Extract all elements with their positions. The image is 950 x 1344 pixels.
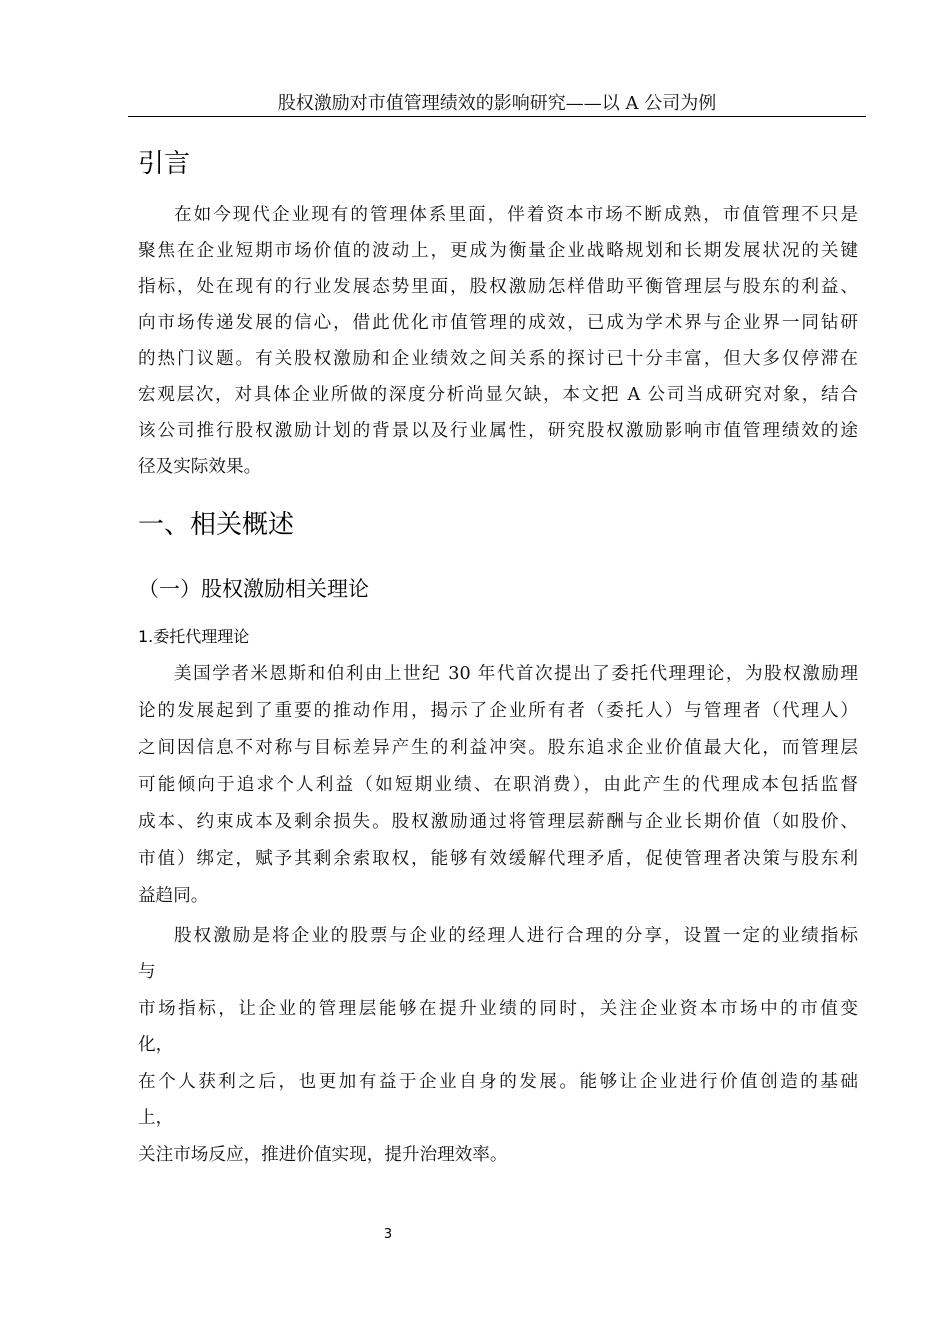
- page-number: 3: [383, 1227, 393, 1242]
- intro-line-8: 径及实际效果。: [138, 457, 262, 477]
- para1-line-1: 美国学者米恩斯和伯利由上世纪 30 年代首次提出了委托代理理论，为股权激励理: [174, 664, 858, 684]
- running-header: 股权激励对市值管理绩效的影响研究——以 A 公司为例: [277, 93, 717, 114]
- intro-heading: 引言: [138, 149, 191, 179]
- para1-line-3: 之间因信息不对称与目标差异产生的利益冲突。股东追求企业价值最大化，而管理层: [138, 738, 858, 758]
- intro-line-1: 在如今现代企业现有的管理体系里面，伴着资本市场不断成熟，市值管理不只是: [174, 205, 858, 225]
- intro-line-5: 的热门议题。有关股权激励和企业绩效之间关系的探讨已十分丰富，但大多仅停滞在: [138, 349, 858, 369]
- para2-line-5: 在个人获利之后，也更加有益于企业自身的发展。能够让企业进行价值创造的基础: [138, 1072, 858, 1092]
- para2-line-6: 上，: [138, 1108, 174, 1128]
- para1-line-2: 论的发展起到了重要的推动作用，揭示了企业所有者（委托人）与管理者（代理人）: [138, 701, 858, 721]
- intro-line-6: 宏观层次，对具体企业所做的深度分析尚显欠缺，本文把 A 公司当成研究对象，结合: [138, 385, 858, 405]
- para1-line-4: 可能倾向于追求个人利益（如短期业绩、在职消费），由此产生的代理成本包括监督: [138, 775, 858, 795]
- para2-line-1: 股权激励是将企业的股票与企业的经理人进行合理的分享，设置一定的业绩指标: [174, 926, 858, 946]
- intro-line-4: 向市场传递发展的信心，借此优化市值管理的成效，已成为学术界与企业界一同钻研: [138, 313, 858, 333]
- para2-line-2: 与: [138, 962, 156, 982]
- para2-line-3: 市场指标，让企业的管理层能够在提升业绩的同时，关注企业资本市场中的市值变: [138, 999, 858, 1019]
- para2-line-4: 化，: [138, 1035, 174, 1055]
- subsection-heading: （一）股权激励相关理论: [138, 577, 369, 601]
- para1-line-6: 市值）绑定，赋予其剩余索取权，能够有效缓解代理矛盾，促使管理者决策与股东利: [138, 849, 858, 869]
- para1-line-7: 益趋同。: [138, 886, 209, 906]
- intro-line-3: 指标，处在现有的行业发展态势里面，股权激励怎样借助平衡管理层与股东的利益、: [138, 277, 858, 297]
- para1-line-5: 成本、约束成本及剩余损失。股权激励通过将管理层薪酬与企业长期价值（如股价、: [138, 812, 858, 832]
- para2-line-7: 关注市场反应，推进价值实现，提升治理效率。: [138, 1145, 508, 1165]
- header-rule: [128, 116, 866, 117]
- intro-line-7: 该公司推行股权激励计划的背景以及行业属性，研究股权激励影响市值管理绩效的途: [138, 421, 858, 441]
- item-heading: 1.委托代理理论: [138, 627, 250, 646]
- intro-line-2: 聚焦在企业短期市场价值的波动上，更成为衡量企业战略规划和长期发展状况的关键: [138, 241, 858, 261]
- section-heading: 一、相关概述: [138, 510, 295, 540]
